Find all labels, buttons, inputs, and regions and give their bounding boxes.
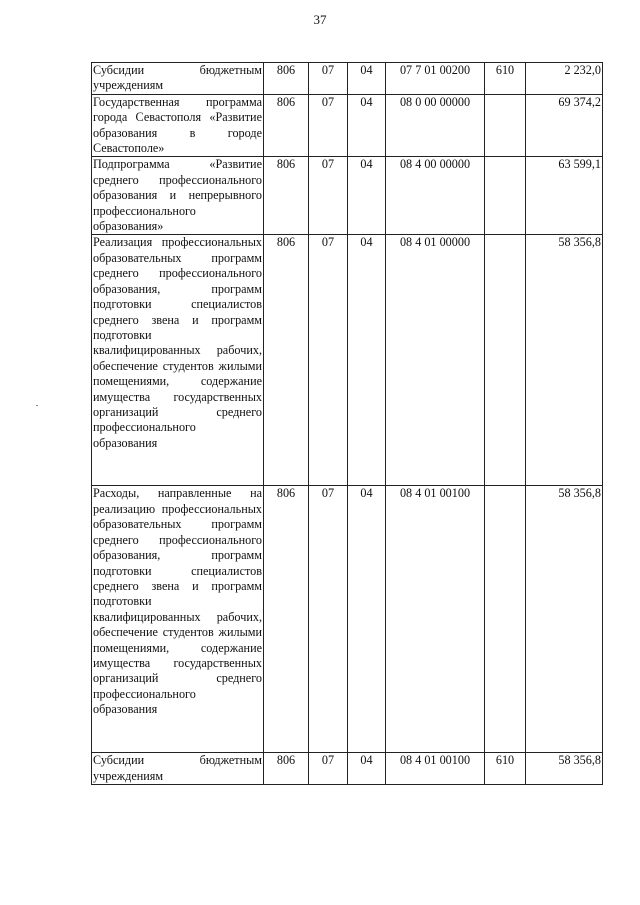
page-number: 37: [313, 12, 327, 27]
ministry-code-cell: 806: [264, 486, 309, 753]
expense-type-cell: [485, 94, 526, 157]
amount-cell: 63 599,1: [526, 157, 603, 235]
section-code-cell: 07: [309, 157, 348, 235]
ministry-code-cell: 806: [264, 753, 309, 785]
section-code-cell: 07: [309, 63, 348, 95]
expense-type-cell: 610: [485, 753, 526, 785]
amount-cell: 2 232,0: [526, 63, 603, 95]
table-row: [92, 753, 603, 785]
amount-cell: 58 356,8: [526, 486, 603, 753]
row-name-cell: Государственная программа города Севастополя «Развитие образования в городе Севастополе»: [93, 94, 262, 156]
subsection-code-cell: 04: [348, 753, 386, 785]
subsection-code-cell: 04: [348, 235, 386, 486]
ministry-code-cell: 806: [264, 157, 309, 235]
expense-type-cell: 610: [485, 63, 526, 95]
row-name-cell: Субсидии бюджетным учреждениям: [93, 63, 262, 93]
ministry-code-cell: 806: [264, 63, 309, 95]
ministry-code-cell: 806: [264, 94, 309, 157]
target-item-cell: 08 4 01 00100: [386, 486, 485, 753]
amount-cell: 58 356,8: [526, 753, 603, 785]
subsection-code-cell: 04: [348, 486, 386, 753]
table-row: [92, 235, 603, 486]
target-item-cell: 08 4 01 00000: [386, 235, 485, 486]
row-name-cell: Субсидии бюджетным учреждениям: [92, 753, 264, 785]
amount-cell: 69 374,2: [526, 94, 603, 157]
target-item-cell: 08 0 00 00000: [386, 94, 485, 157]
target-item-cell: 07 7 01 00200: [386, 63, 485, 95]
expense-type-cell: [485, 486, 526, 753]
subsection-code-cell: 04: [348, 157, 386, 235]
table-row: [92, 157, 603, 235]
section-code-cell: 07: [309, 753, 348, 785]
expense-type-cell: [485, 235, 526, 486]
row-name-cell: Подпрограмма «Развитие среднего профессионального образования и непрерывного профессионального образования»: [93, 157, 262, 234]
subsection-code-cell: 04: [348, 94, 386, 157]
subsection-code-cell: 04: [348, 63, 386, 95]
section-code-cell: 07: [309, 235, 348, 486]
scan-speck: [36, 405, 38, 406]
target-item-cell: 08 4 00 00000: [386, 157, 485, 235]
table-row: [92, 63, 603, 95]
amount-cell: 58 356,8: [526, 235, 603, 486]
row-name-cell: Реализация профессиональных образовательных программ среднего профессионального образования, программ подготовки специалистов среднего звена и программ подготовки квалифицированных рабочих, обеспечение студентов жилыми помещениями, содержание имущества государственных организаций среднего профессионального образования: [92, 235, 264, 486]
section-code-cell: 07: [309, 94, 348, 157]
ministry-code-cell: 806: [264, 235, 309, 486]
budget-table: [91, 62, 603, 785]
target-item-cell: 08 4 01 00100: [386, 753, 485, 785]
section-code-cell: 07: [309, 486, 348, 753]
table-row: [92, 486, 603, 753]
expense-type-cell: [485, 157, 526, 235]
table-row: [92, 94, 603, 157]
row-name-cell: Расходы, направленные на реализацию профессиональных образовательных программ среднего профессионального образования, программ подготовки специалистов среднего звена и программ подготовки квалифицированных рабочих, обеспечение студентов жилыми помещениями, содержание имущества государственных организаций среднего профессионального образования: [92, 486, 264, 753]
